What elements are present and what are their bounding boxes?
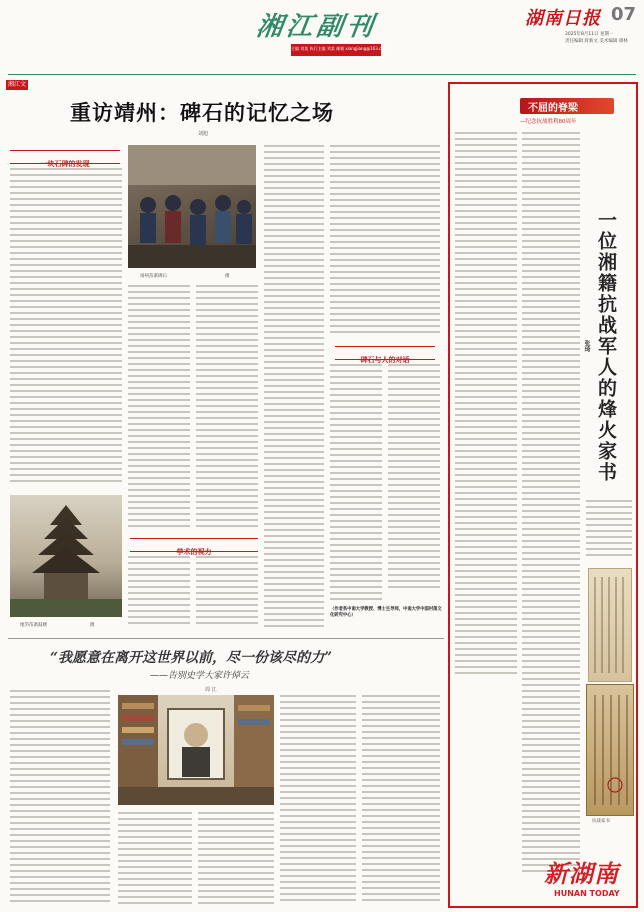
- pagoda-photo: [10, 495, 122, 617]
- photo-credit-1: 摄: [225, 274, 230, 279]
- crowd-illustration: [128, 145, 256, 268]
- main-col-2-text: [128, 285, 190, 535]
- bottom-article-title: “我愿意在离开这世界以前，尽一份该尽的力”: [50, 650, 333, 666]
- side-col-2-text: [522, 132, 580, 880]
- masthead-left: [254, 6, 407, 68]
- main-col-4-text: [264, 145, 324, 631]
- letter-photo-2: [586, 684, 634, 816]
- portrait-photo: [118, 695, 274, 805]
- masthead-right: [525, 4, 640, 48]
- side-author-given: 琦: [583, 346, 590, 352]
- main-divider: [8, 638, 444, 639]
- side-col-1-text: [455, 132, 517, 682]
- footer-logo: [540, 848, 636, 906]
- letter-photo-caption: 抗战家书: [592, 819, 610, 824]
- header-info: 主编 刘某 执行主编 刘某 邮箱 xiangjiang@163.com: [291, 46, 388, 51]
- study-room-illustration: [118, 695, 274, 805]
- subhead-3: [335, 346, 435, 364]
- main-col-6-text: [388, 364, 440, 594]
- section-tag-mark: 文: [20, 81, 27, 88]
- bottom-article-subtitle: ——告别史学大家许倬云: [150, 671, 250, 681]
- ceremony-photo: [128, 145, 256, 268]
- main-article-title: 重访靖州：碑石的记忆之场: [70, 100, 334, 125]
- main-col-3-text: [196, 285, 258, 535]
- photo-caption-2: 地笋苗寨鼓楼: [20, 623, 47, 628]
- handwritten-letter-1: [589, 569, 631, 681]
- section-tag-label: 湘江: [7, 81, 20, 88]
- photo-credit-2: 摄: [90, 623, 95, 628]
- main-col-2b-text: [128, 556, 190, 631]
- letter-photo-1: [588, 568, 632, 682]
- handwritten-letter-2: [587, 685, 633, 815]
- side-author-surname: 张: [583, 340, 590, 346]
- main-col-3b-text: [196, 556, 258, 631]
- subhead-2: [130, 538, 258, 556]
- side-article-author: [582, 340, 591, 380]
- side-article-title: 一位湘籍抗战军人的烽火家书: [595, 210, 617, 483]
- side-banner: [520, 98, 614, 114]
- drum-tower-illustration: [10, 495, 122, 617]
- bottom-col-1-text: [10, 690, 110, 908]
- subhead-2-text: 学术的视力: [176, 547, 212, 556]
- main-col-5b-text: [330, 364, 382, 609]
- header-rule: [8, 74, 636, 75]
- footer-logo-name: 新湖南: [544, 859, 619, 888]
- section-title: 湘江副刊: [254, 12, 379, 42]
- section-tag: [6, 80, 28, 90]
- side-banner-sub: —纪念抗战胜利80周年: [520, 119, 577, 125]
- subhead-1-text: 一块石碑的发现: [40, 159, 90, 168]
- paper-name: 湖南日报: [525, 8, 601, 29]
- main-col-1-text: [10, 168, 122, 488]
- subhead-3-text: 碑石与人的对话: [360, 355, 410, 364]
- photo-caption-1: 靖州苗寨碑石: [140, 274, 167, 279]
- bottom-col-5-text: [362, 695, 440, 908]
- editor-line: 责任编辑 蒋新文 美术编辑 谭林: [565, 39, 628, 44]
- author-note: （作者系中南大学教授、博士生导师，中南大学中国村落文化研究中心）: [330, 607, 442, 618]
- bottom-col-4-text: [280, 695, 356, 908]
- main-article-author: 刘旭: [198, 131, 209, 137]
- footer-logo-pinyin: HUNAN TODAY: [554, 889, 620, 898]
- side-banner-title: 不屈的脊梁: [528, 103, 578, 114]
- bottom-article-author: 周 江: [205, 687, 217, 693]
- side-col-3-text: [586, 500, 632, 560]
- subhead-1: [10, 150, 120, 168]
- bottom-col-2-text: [118, 812, 192, 908]
- date-line: 2025年8月11日 星期一: [565, 32, 614, 37]
- main-col-5a-text: [330, 145, 440, 341]
- page-number: 07: [611, 4, 637, 25]
- bottom-col-3-text: [198, 812, 274, 908]
